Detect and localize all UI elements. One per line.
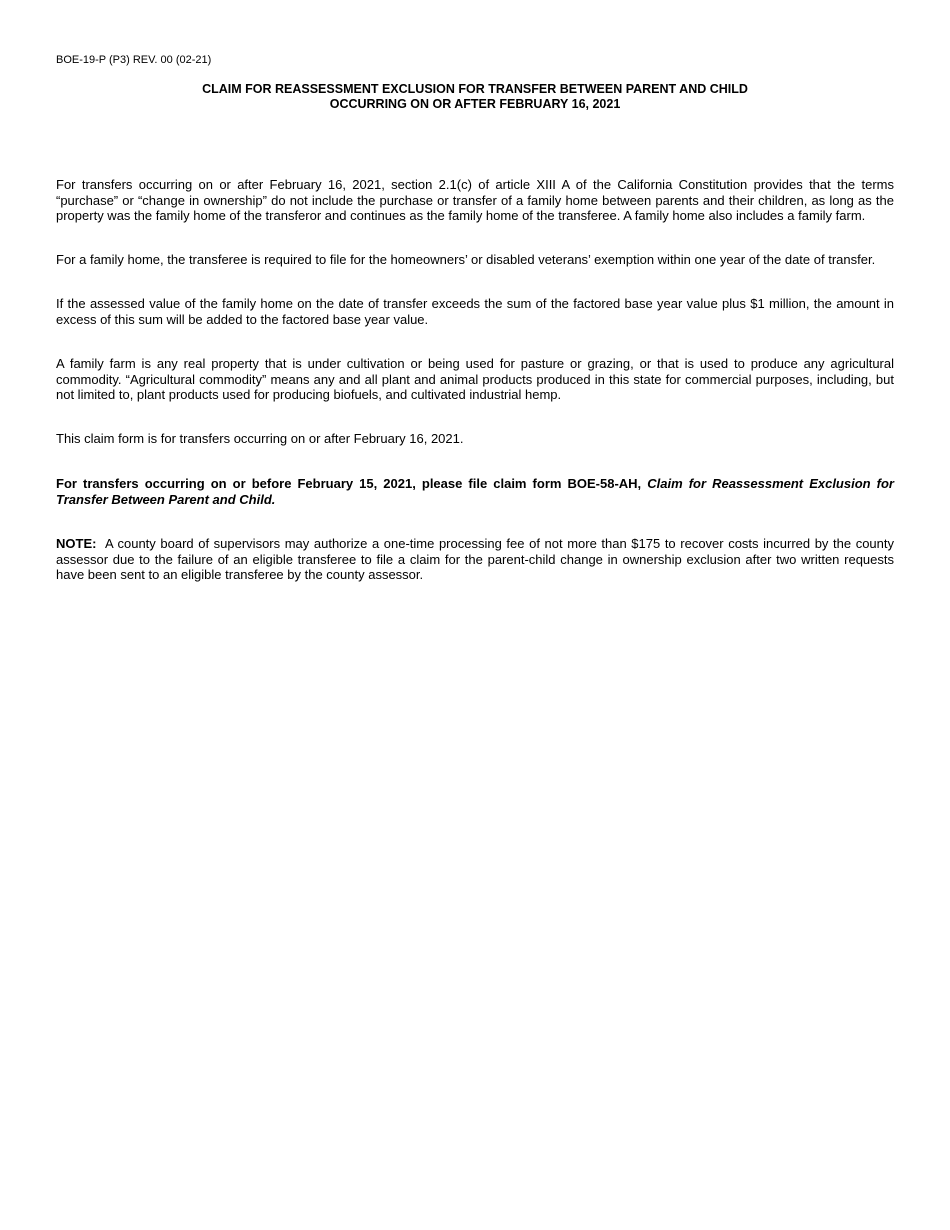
- paragraph-prior-transfers: [56, 476, 894, 507]
- paragraph-exemption-filing: For a family home, the transferee is required to file for the homeowners’ or disabled veterans’ exemption within one year of the date of transfer.: [56, 252, 876, 267]
- paragraph-note: [56, 536, 894, 583]
- paragraph-family-farm: A family farm is any real property that is under cultivation or being used for pasture or grazing, or that is used to produce any agricultural commodity. “Agricultural commodity” means any and all plant and animal products produced in this state for commercial purposes, including, but not limited to, plant products used for producing biofuels, and cultivated industrial hemp.: [56, 356, 894, 402]
- title-line-2: OCCURRING ON OR AFTER FEBRUARY 16, 2021: [329, 97, 621, 111]
- note-label: NOTE:: [56, 536, 97, 551]
- prior-transfers-lead: For transfers occurring on or before February 15, 2021, please file claim form BOE-58-AH,: [56, 476, 648, 491]
- prior-form-title: Claim for Reassessment Exclusion for Transfer Between Parent and Child.: [56, 476, 894, 507]
- paragraph-constitution: For transfers occurring on or after February 16, 2021, section 2.1(c) of article XIII A of the California Constitution provides that the terms “purchase” or “change in ownership” do not include the purchase or transfer of a family home between parents and their children, as long as the property was the family home of the transferor and continues as the family home of the transferee. A family home also includes a family farm.: [56, 177, 894, 223]
- form-id: BOE-19-P (P3) REV. 00 (02-21): [56, 54, 212, 66]
- note-text: A county board of supervisors may authorize a one-time processing fee of not more than $175 to recover costs incurred by the county assessor due to the failure of an eligible transferee to file a claim for the parent-child change in ownership exclusion after two written requests have been sent to an eligible transferee by the county assessor.: [56, 536, 894, 582]
- title-line-1: CLAIM FOR REASSESSMENT EXCLUSION FOR TRANSFER BETWEEN PARENT AND CHILD: [202, 82, 748, 96]
- paragraph-assessed-value: If the assessed value of the family home on the date of transfer exceeds the sum of the factored base year value plus $1 million, the amount in excess of this sum will be added to the factored base year value.: [56, 296, 894, 327]
- page-title: [0, 82, 950, 112]
- paragraph-form-scope: This claim form is for transfers occurring on or after February 16, 2021.: [56, 431, 464, 446]
